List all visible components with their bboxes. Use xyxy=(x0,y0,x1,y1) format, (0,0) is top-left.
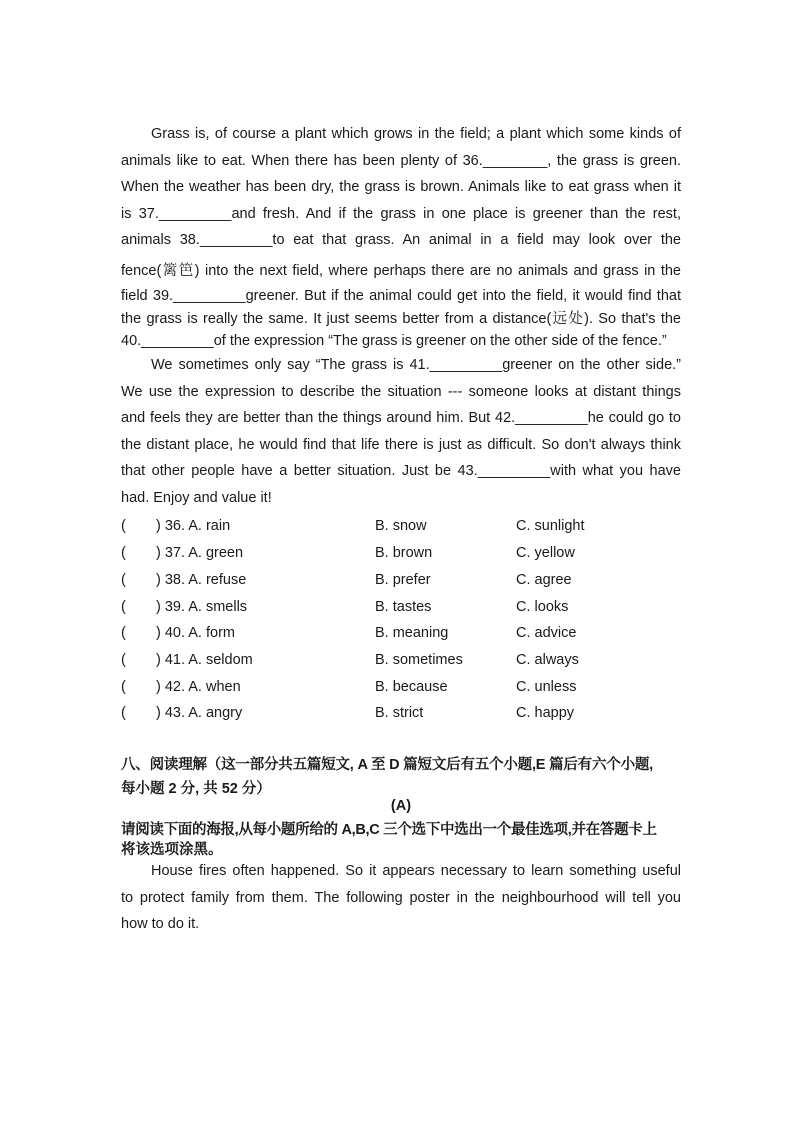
text-line: and feels they are better than the things around him. But 42._________he could go to xyxy=(121,410,681,426)
option-c: C. advice xyxy=(516,625,577,641)
section-heading-line: 八、阅读理解（这一部分共五篇短文, A 至 D 篇短文后有五个小题,E 篇后有六个小题, xyxy=(121,757,654,773)
text-line: We sometimes only say “The grass is 41._________greener on the other side.” xyxy=(151,357,681,373)
option-c: C. always xyxy=(516,652,579,668)
text-line: had. Enjoy and value it! xyxy=(121,489,272,506)
option-row-39 xyxy=(121,594,681,621)
option-a: ) 40. A. form xyxy=(156,625,235,641)
answer-paren[interactable]: ( xyxy=(121,518,126,534)
answer-paren[interactable]: ( xyxy=(121,705,126,721)
section-heading xyxy=(121,755,683,799)
text-line: animals 38._________to eat that grass. An animal in a field may look over the xyxy=(121,232,681,248)
option-a: ) 37. A. green xyxy=(156,544,244,561)
option-c: C. unless xyxy=(516,678,577,695)
option-row-40 xyxy=(121,620,681,647)
option-b: B. snow xyxy=(375,518,427,534)
text-line: We use the expression to describe the situation --- someone looks at distant things xyxy=(121,383,681,400)
option-a: ) 39. A. smells xyxy=(156,598,248,615)
option-row-41 xyxy=(121,647,681,674)
option-b: B. meaning xyxy=(375,625,449,641)
option-c: C. agree xyxy=(516,571,572,588)
option-c: C. looks xyxy=(516,598,569,615)
option-b: B. tastes xyxy=(375,598,432,615)
option-row-37 xyxy=(121,540,681,567)
option-a: ) 43. A. angry xyxy=(156,705,243,721)
text-line: field 39._________greener. But if the animal could get into the field, it would find that xyxy=(121,288,681,304)
instruction xyxy=(121,820,683,860)
option-b: B. strict xyxy=(375,705,424,721)
option-row-36 xyxy=(121,513,681,540)
option-c: C. happy xyxy=(516,705,575,721)
text-line: 40._________of the expression “The grass is greener on the other side of the fence.” xyxy=(121,333,667,349)
answer-paren[interactable]: ( xyxy=(121,678,126,695)
cloze-passage-paragraph-1 xyxy=(121,121,681,352)
part-label: (A) xyxy=(390,798,412,814)
cloze-passage-paragraph-2 xyxy=(121,352,681,511)
text-line: to protect family from them. The following poster in the neighbourhood will tell you xyxy=(121,889,681,906)
option-row-43 xyxy=(121,700,681,727)
text-line: animals like to eat. When there has been plenty of 36.________, the grass is green. xyxy=(121,152,681,169)
reading-passage-a-intro xyxy=(121,858,681,938)
answer-paren[interactable]: ( xyxy=(121,544,126,561)
option-a: ) 41. A. seldom xyxy=(156,652,253,668)
text-line: When the weather has been dry, the grass is brown. Animals like to eat grass when it xyxy=(121,179,681,195)
answer-paren[interactable]: ( xyxy=(121,625,126,641)
option-b: B. sometimes xyxy=(375,652,463,668)
option-a: ) 36. A. rain xyxy=(156,518,231,534)
answer-paren[interactable]: ( xyxy=(121,598,126,615)
option-c: C. sunlight xyxy=(516,518,585,534)
option-row-38 xyxy=(121,567,681,594)
instruction-line: 请阅读下面的海报,从每小题所给的 A,B,C 三个选下中选出一个最佳选项,并在答题卡上 xyxy=(121,822,657,838)
text-line: the distant place, he would find that life there is just as difficult. So don't always think xyxy=(121,436,681,453)
answer-paren[interactable]: ( xyxy=(121,571,126,588)
text-line: Grass is, of course a plant which grows in the field; a plant which some kinds of xyxy=(151,126,681,142)
option-a: ) 42. A. when xyxy=(156,678,241,695)
option-a: ) 38. A. refuse xyxy=(156,571,247,588)
instruction-line: 将该选项涂黑。 xyxy=(121,842,223,858)
option-b: B. brown xyxy=(375,544,433,561)
text-line: the grass is really the same. It just seems better from a distance(远处). So that's the xyxy=(121,311,681,327)
section-heading-line: 每小题 2 分, 共 52 分） xyxy=(121,781,271,797)
option-b: B. prefer xyxy=(375,571,431,588)
option-b: B. because xyxy=(375,678,448,695)
text-line: how to do it. xyxy=(121,916,200,932)
text-line: fence(篱笆) into the next field, where perhaps there are no animals and grass in the xyxy=(121,262,681,279)
text-line: House fires often happened. So it appears necessary to learn something useful xyxy=(151,863,681,879)
text-line: that other people have a better situation. Just be 43._________with what you have xyxy=(121,463,681,479)
text-line: is 37._________and fresh. And if the grass in one place is greener than the rest, xyxy=(121,205,681,222)
answer-paren[interactable]: ( xyxy=(121,652,126,668)
option-row-42 xyxy=(121,674,681,701)
option-c: C. yellow xyxy=(516,544,575,561)
